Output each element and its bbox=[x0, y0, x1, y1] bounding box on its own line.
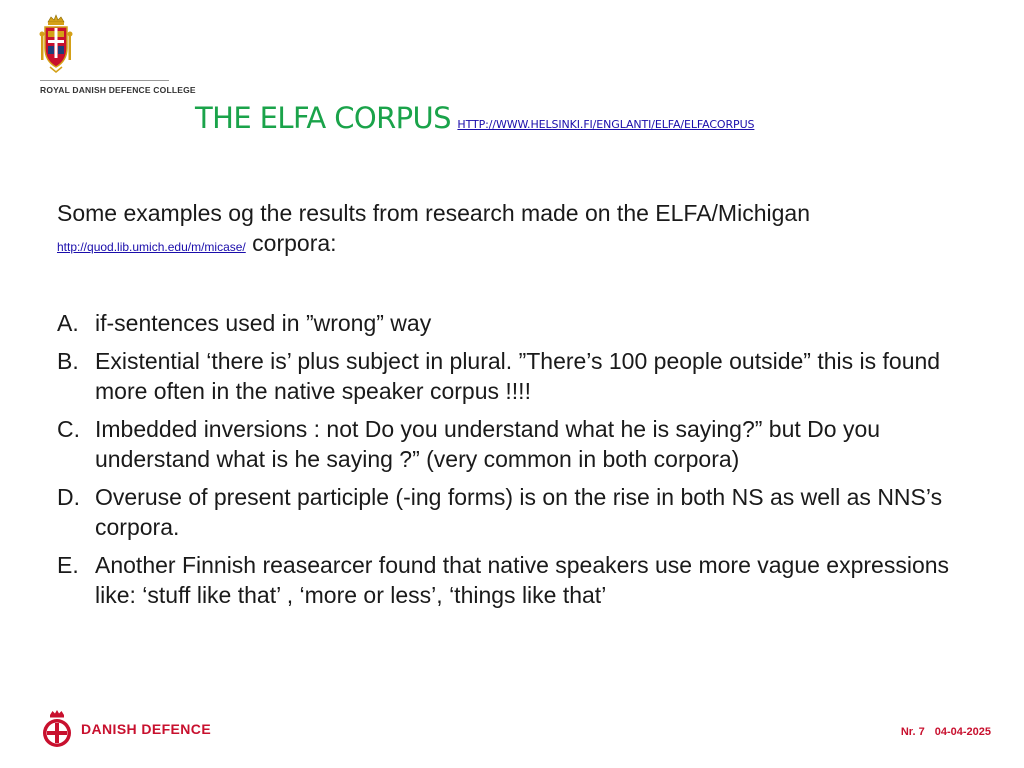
title-row bbox=[195, 101, 754, 135]
elfa-corpus-link[interactable]: HTTP://WWW.HELSINKI.FI/ENGLANTI/ELFA/ELFACORPUS bbox=[457, 118, 755, 131]
danish-defence-logo bbox=[40, 710, 211, 748]
danish-defence-emblem-icon bbox=[40, 709, 74, 749]
intro-text: Some examples og the results from research made on the ELFA/Michigan bbox=[57, 200, 810, 226]
slide-title: THE ELFA CORPUS bbox=[195, 101, 451, 135]
intro-text-end: corpora: bbox=[245, 230, 337, 256]
list-item-letter: C. bbox=[57, 416, 80, 442]
list-item bbox=[57, 482, 987, 542]
slide-content bbox=[57, 198, 987, 618]
footer-brand: DANISH DEFENCE bbox=[81, 721, 212, 737]
list-item-letter: B. bbox=[57, 348, 79, 374]
intro-paragraph bbox=[57, 198, 987, 262]
list-item-letter: D. bbox=[57, 484, 80, 510]
list-item bbox=[57, 414, 987, 474]
royal-crest-icon bbox=[38, 14, 74, 74]
list-item-text: Imbedded inversions : not Do you understand what he is saying?” but Do you understand what is he saying ?” (very common in both corpora) bbox=[95, 416, 881, 472]
list-item-text: Overuse of present participle (-ing forms) is on the rise in both NS as well as NNS’s corpora. bbox=[95, 484, 943, 540]
slide-date: 04-04-2025 bbox=[934, 726, 991, 738]
list-item bbox=[57, 346, 987, 406]
list-item bbox=[57, 308, 987, 338]
list-item-letter: A. bbox=[57, 310, 79, 336]
header-divider bbox=[40, 80, 169, 81]
list-item bbox=[57, 550, 987, 610]
micase-link[interactable]: http://quod.lib.umich.edu/m/micase/ bbox=[57, 240, 246, 254]
list-item-letter: E. bbox=[57, 552, 79, 578]
list-item-text: Another Finnish reasearcer found that native speakers use more vague expressions like: ‘stuff like that’ , ‘more or less’, ‘things like that’ bbox=[95, 552, 950, 608]
list-item-text: Existential ‘there is’ plus subject in plural. ”There’s 100 people outside” this is found more often in the native speaker corpus !!!! bbox=[95, 348, 941, 404]
page-number: Nr. 7 bbox=[900, 726, 925, 738]
college-name: ROYAL DANISH DEFENCE COLLEGE bbox=[40, 85, 196, 95]
findings-list bbox=[57, 308, 987, 610]
list-item-text: if-sentences used in ”wrong” way bbox=[95, 310, 432, 336]
page-info bbox=[901, 726, 991, 738]
